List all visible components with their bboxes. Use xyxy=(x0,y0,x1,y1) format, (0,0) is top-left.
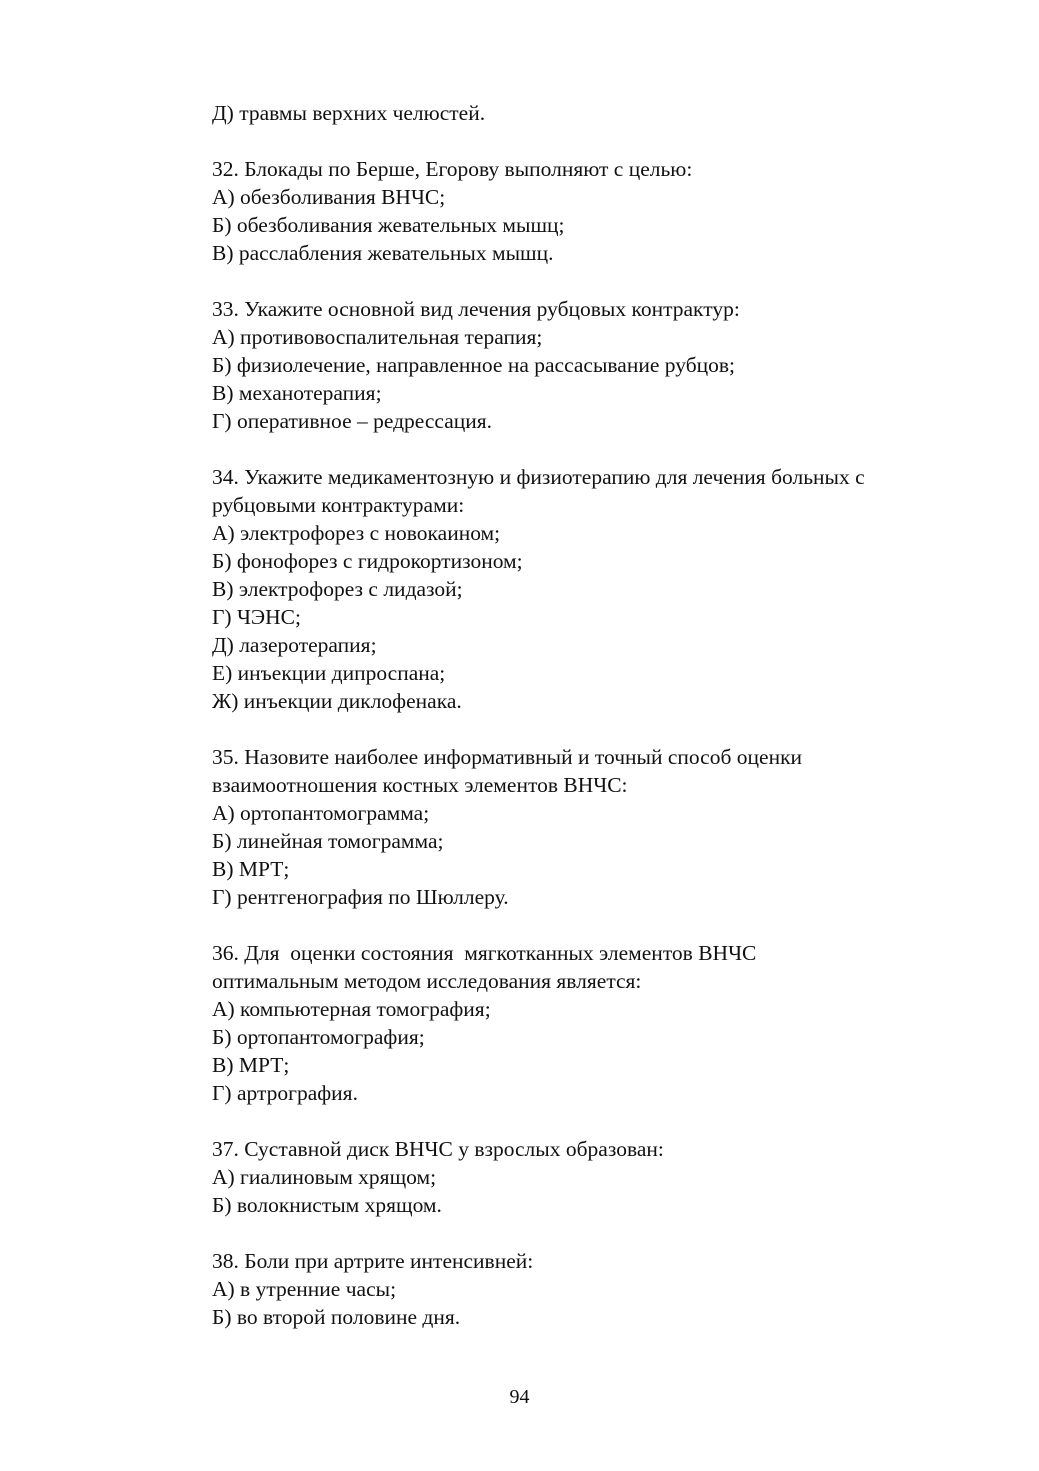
blank-line xyxy=(212,127,972,155)
text-line: А) в утренние часы; xyxy=(212,1277,397,1301)
text-line: А) электрофорез с новокаином; xyxy=(212,521,501,545)
text-line: А) противовоспалительная терапия; xyxy=(212,325,543,349)
text-line: Г) оперативное – редрессация. xyxy=(212,409,493,433)
text-line: 36. Для оценки состояния мягкотканных элементов ВНЧС xyxy=(212,941,757,965)
text-line: Б) обезболивания жевательных мышц; xyxy=(212,213,565,237)
text-line: 38. Боли при артрите интенсивней: xyxy=(212,1249,534,1273)
text-line: Г) артрография. xyxy=(212,1081,358,1105)
page-text xyxy=(212,99,972,1331)
text-line: Г) рентгенография по Шюллеру. xyxy=(212,885,509,909)
text-line: 37. Суставной диск ВНЧС у взрослых образован: xyxy=(212,1137,664,1161)
text-line: 33. Укажите основной вид лечения рубцовых контрактур: xyxy=(212,297,740,321)
blank-line xyxy=(212,715,972,743)
blank-line xyxy=(212,267,972,295)
text-line: Е) инъекции дипроспана; xyxy=(212,661,446,685)
text-line: Д) лазеротерапия; xyxy=(212,633,377,657)
text-line: Ж) инъекции диклофенака. xyxy=(212,689,462,713)
page-number: 94 xyxy=(509,1386,530,1408)
text-line: оптимальным методом исследования является: xyxy=(212,969,642,993)
text-line: Б) линейная томограмма; xyxy=(212,829,444,853)
text-line: Б) фонофорез с гидрокортизоном; xyxy=(212,549,523,573)
text-line: Б) физиолечение, направленное на рассасывание рубцов; xyxy=(212,353,736,377)
text-line: А) обезболивания ВНЧС; xyxy=(212,185,446,209)
text-line: Г) ЧЭНС; xyxy=(212,605,301,629)
text-line: Б) ортопантомография; xyxy=(212,1025,425,1049)
text-line: Б) во второй половине дня. xyxy=(212,1305,461,1329)
text-line: В) МРТ; xyxy=(212,857,290,881)
text-line: В) расслабления жевательных мышц. xyxy=(212,241,554,265)
text-line: рубцовыми контрактурами: xyxy=(212,493,465,517)
text-line: В) механотерапия; xyxy=(212,381,382,405)
text-line: Б) волокнистым хрящом. xyxy=(212,1193,442,1217)
text-line: 32. Блокады по Берше, Егорову выполняют с целью: xyxy=(212,157,693,181)
blank-line xyxy=(212,1219,972,1247)
text-line: А) гиалиновым хрящом; xyxy=(212,1165,437,1189)
blank-line xyxy=(212,911,972,939)
text-line: взаимоотношения костных элементов ВНЧС: xyxy=(212,773,628,797)
text-line: А) ортопантомограмма; xyxy=(212,801,430,825)
text-line: Д) травмы верхних челюстей. xyxy=(212,101,486,125)
text-line: 34. Укажите медикаментозную и физиотерапию для лечения больных с xyxy=(212,465,865,489)
text-line: 35. Назовите наиболее информативный и точный способ оценки xyxy=(212,745,803,769)
blank-line xyxy=(212,435,972,463)
text-line: В) электрофорез с лидазой; xyxy=(212,577,463,601)
blank-line xyxy=(212,1107,972,1135)
text-line: А) компьютерная томография; xyxy=(212,997,491,1021)
text-line: В) МРТ; xyxy=(212,1053,290,1077)
